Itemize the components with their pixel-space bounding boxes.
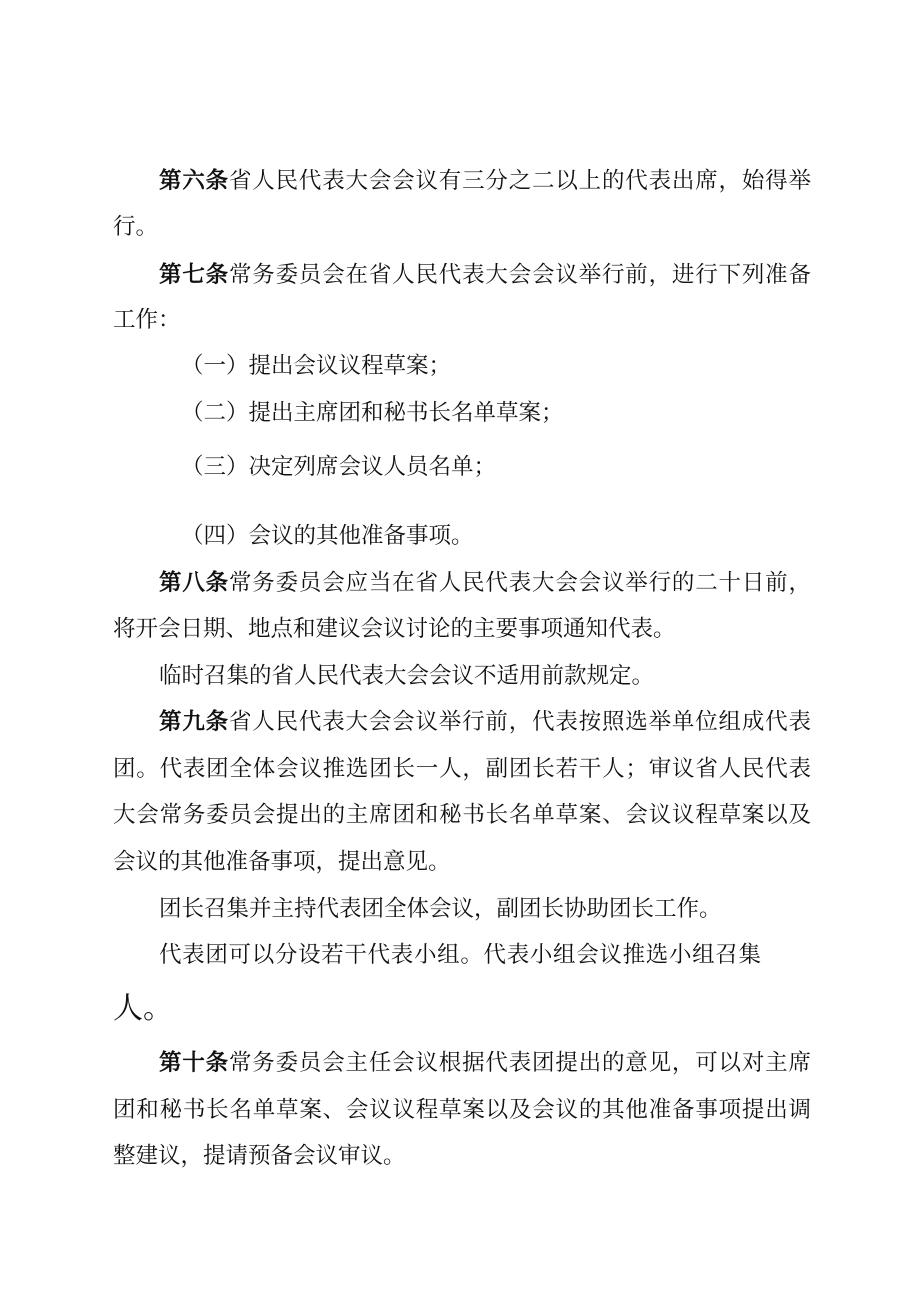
article-9-paragraph-3-line-2: 人。 <box>113 991 173 1026</box>
article-6-heading: 第六条 <box>159 168 229 194</box>
article-6-text: 省人民代表大会会议有三分之二以上的代表出席，始得举 <box>228 168 811 194</box>
article-7-item-2: （二）提出主席团和秘书长名单草案； <box>181 400 564 426</box>
article-6-line-2: 行。 <box>113 214 159 240</box>
article-8-line-2: 将开会日期、地点和建议会议讨论的主要事项通知代表。 <box>113 616 676 642</box>
article-8-line-1 <box>159 568 811 598</box>
article-9-paragraph-3-line-1: 代表团可以分设若干代表小组。代表小组会议推选小组召集 <box>159 942 761 968</box>
article-9-line-1 <box>159 707 811 737</box>
article-7-text: 常务委员会在省人民代表大会会议举行前，进行下列准备 <box>228 262 811 288</box>
article-9-line-3: 大会常务委员会提出的主席团和秘书长名单草案、会议议程草案以及 <box>113 802 811 828</box>
article-7-item-3: （三）决定列席会议人员名单； <box>181 454 497 480</box>
article-10-line-2: 团和秘书长名单草案、会议议程草案以及会议的其他准备事项提出调 <box>113 1097 811 1123</box>
article-8-heading: 第八条 <box>159 570 229 596</box>
article-7-heading: 第七条 <box>159 262 229 288</box>
article-6-line-1 <box>159 166 811 196</box>
article-10-text: 常务委员会主任会议根据代表团提出的意见，可以对主席 <box>228 1050 811 1076</box>
article-7-item-4: （四）会议的其他准备事项。 <box>181 523 474 549</box>
article-7-line-1 <box>159 260 811 290</box>
article-10-line-3: 整建议，提请预备会议审议。 <box>113 1143 406 1169</box>
article-9-paragraph-2: 团长召集并主持代表团全体会议，副团长协助团长工作。 <box>159 896 722 922</box>
article-9-line-4: 会议的其他准备事项，提出意见。 <box>113 849 451 875</box>
article-9-text: 省人民代表大会会议举行前，代表按照选举单位组成代表 <box>228 709 811 735</box>
article-8-text: 常务委员会应当在省人民代表大会会议举行的二十日前， <box>228 570 811 596</box>
article-10-heading: 第十条 <box>159 1050 229 1076</box>
article-7-line-2: 工作： <box>113 307 181 333</box>
article-10-line-1 <box>159 1048 811 1078</box>
article-9-line-2: 团。代表团全体会议推选团长一人，副团长若干人；审议省人民代表 <box>113 756 811 782</box>
article-7-item-1: （一）提出会议议程草案； <box>181 353 452 379</box>
article-9-heading: 第九条 <box>159 709 229 735</box>
article-8-paragraph-2: 临时召集的省人民代表大会会议不适用前款规定。 <box>159 663 655 689</box>
